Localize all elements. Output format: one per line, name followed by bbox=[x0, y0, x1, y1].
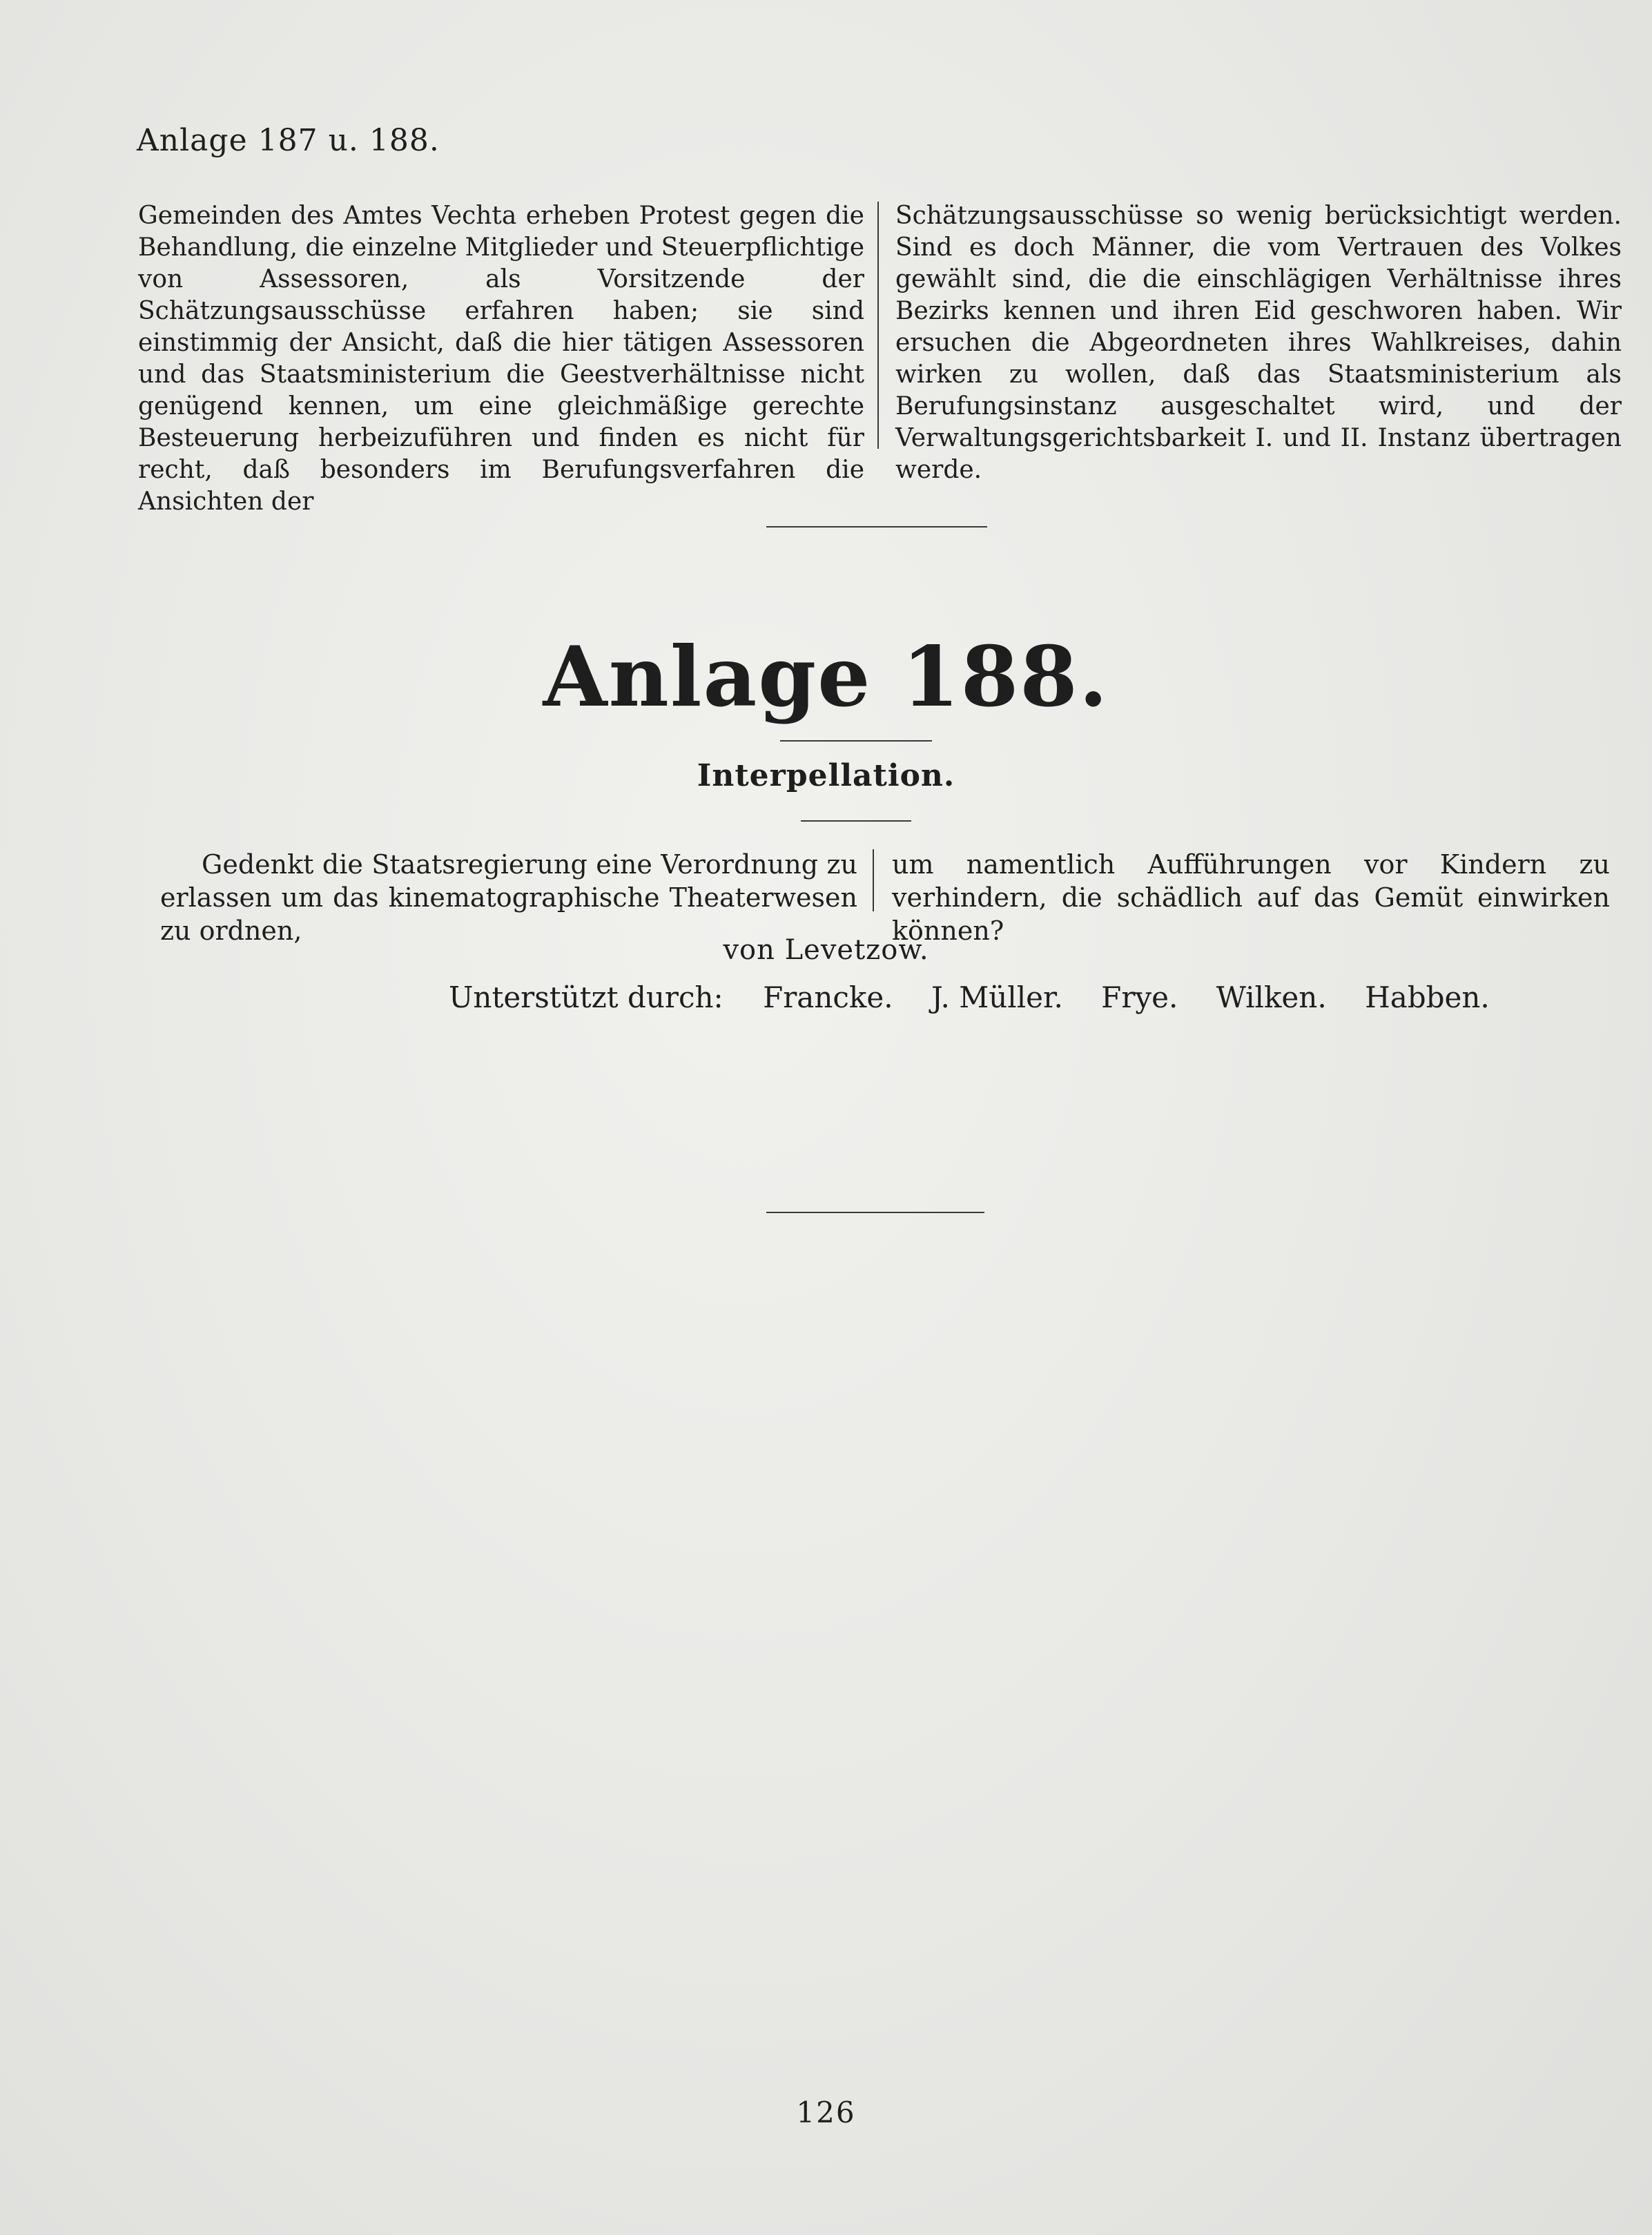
section-subtitle: Interpellation. bbox=[697, 758, 955, 793]
prev-section-left-paragraph: Gemeinden des Amtes Vechta erheben Protest gegen die Behandlung, die einzelne Mitglieder und Steuerpflichtige von Assessoren, als Vorsitzende der Schätzungsausschüsse erfahren haben; sie sind einstimmig der Ansicht, daß die hier tätigen Assessoren und das Staatsministerium die Geestverhältnisse nicht genügend kennen, um eine gleichmäßige gerechte Besteuerung herbeizuführen und finden es nicht für recht, daß besonders im Berufungsverfahren die Ansichten der bbox=[138, 202, 864, 516]
supporter-name: Habben. bbox=[1365, 980, 1490, 1014]
interpellation-left-column bbox=[160, 848, 857, 947]
section-separator bbox=[766, 526, 987, 528]
column-divider bbox=[877, 202, 879, 449]
supporters-line bbox=[449, 980, 1519, 1014]
column-divider bbox=[873, 849, 874, 911]
interpellation-right-text: um namentlich Aufführungen vor Kindern zu verhindern, die schädlich auf das Gemüt einwirken können? bbox=[892, 849, 1610, 946]
title-rule bbox=[780, 740, 932, 742]
interpellation-left-text: Gedenkt die Staatsregierung eine Verordnung zu erlassen um das kinematographische Theaterwesen zu ordnen, bbox=[160, 849, 857, 946]
supported-by-label: Unterstützt durch: bbox=[449, 980, 723, 1014]
supporter-name: J. Müller. bbox=[931, 980, 1063, 1014]
interpellation-right-column bbox=[892, 848, 1610, 947]
running-head: Anlage 187 u. 188. bbox=[137, 123, 440, 158]
author-name: von Levetzow. bbox=[723, 934, 929, 966]
supporter-name: Frye. bbox=[1101, 980, 1178, 1014]
prev-section-right-column bbox=[895, 200, 1622, 486]
prev-section-right-paragraph: Schätzungsausschüsse so wenig berücksichtigt werden. Sind es doch Männer, die vom Vertrauen des Volkes gewählt sind, die die einschlägigen Verhältnisse ihres Bezirks kennen und ihren Eid geschworen haben. Wir ersuchen die Abgeordneten ihres Wahlkreises, dahin wirken zu wollen, daß das Staatsministerium als Berufungsinstanz ausgeschaltet wird, und der Verwaltungsgerichtsbarkeit I. und II. Instanz übertragen werde. bbox=[895, 202, 1622, 484]
supporter-name: Francke. bbox=[763, 980, 893, 1014]
prev-section-left-column bbox=[138, 200, 864, 518]
supporter-name: Wilken. bbox=[1216, 980, 1327, 1014]
subtitle-rule bbox=[801, 820, 911, 822]
section-title: Anlage 188. bbox=[543, 628, 1109, 726]
end-separator bbox=[766, 1212, 984, 1213]
page-number: 126 bbox=[796, 2096, 856, 2129]
